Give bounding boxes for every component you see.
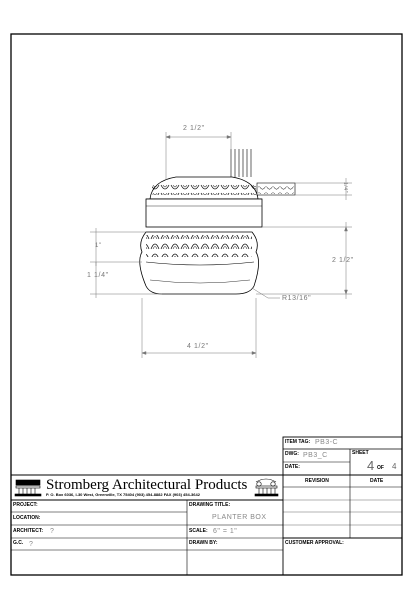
sheet-total: 4: [392, 462, 397, 471]
item-tag-label: ITEM TAG:: [285, 439, 311, 445]
sheet-label: SHEET: [352, 450, 369, 456]
gc-label: G.C.: [13, 540, 24, 546]
dim-side-small: 1/4": [342, 182, 348, 194]
company-address: P. O. Box 6036, I-30 West, Greenville, TX 75404 (903) 454-8882 FAX (903) 454-3642: [46, 492, 200, 497]
drawing-title-label: DRAWING TITLE:: [189, 502, 231, 508]
sheet-of: OF: [377, 465, 384, 471]
planter-profile: [140, 149, 295, 294]
date-label: DATE:: [285, 464, 300, 470]
revision-date-header: DATE: [370, 478, 384, 484]
drawn-by-label: DRAWN BY:: [189, 540, 218, 546]
collar: [146, 199, 262, 227]
dim-left-small: 1": [95, 243, 102, 249]
company-name: Stromberg Architectural Products: [46, 477, 248, 493]
architect-label: ARCHITECT:: [13, 528, 43, 534]
drawing-title-value: PLANTER BOX: [212, 514, 267, 521]
dim-bottom-width: 4 1/2": [187, 343, 209, 350]
dim-left-tall: 1 1/4": [87, 272, 109, 279]
logo-left: [15, 480, 41, 496]
dwg-label: DWG:: [285, 451, 299, 457]
scale-value: 6" = 1": [213, 528, 238, 535]
scale-label: SCALE:: [189, 528, 208, 534]
architect-value: ?: [50, 528, 55, 535]
customer-approval-label: CUSTOMER APPROVAL:: [285, 540, 344, 546]
dim-radius: R13/16": [282, 295, 312, 302]
dwg-value: PB3_C: [303, 452, 328, 459]
logo-right: [255, 479, 278, 496]
dim-right-tall: 2 1/2": [332, 257, 354, 264]
sheet-number: 4: [367, 458, 375, 473]
gc-value: ?: [29, 541, 34, 548]
revision-header: REVISION: [305, 478, 329, 484]
item-tag-value: PB3-C: [315, 439, 339, 446]
project-label: PROJECT:: [13, 502, 38, 508]
location-label: LOCATION:: [13, 515, 41, 521]
dim-top-width: 2 1/2": [183, 125, 205, 132]
